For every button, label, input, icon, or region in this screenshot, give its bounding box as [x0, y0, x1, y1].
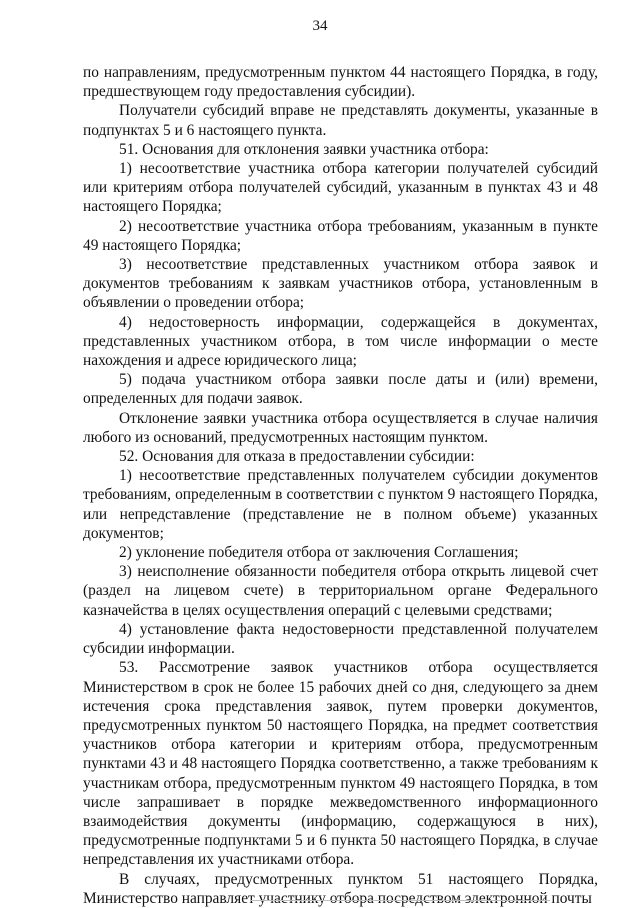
scan-edge-line [250, 900, 550, 901]
clause-51-item-4: 4) недостоверность информации, содержащейся в документах, представленных участником отбора, в том числе информации о месте нахождения и адресе юридического лица; [83, 313, 598, 370]
document-body [83, 63, 598, 908]
clause-52-heading: 52. Основания для отказа в предоставлении субсидии: [119, 448, 475, 466]
clause-51-item-5: 5) подача участником отбора заявки после даты и (или) времени, определенных для подачи заявок. [83, 371, 598, 408]
clause-52-item-4: 4) установление факта недостоверности представленной получателем субсидии информации. [83, 620, 598, 658]
clause-51-item-2: 2) несоответствие участника отбора требованиям, указанным в пункте 49 настоящего Порядка; [83, 217, 598, 254]
paragraph: Отклонение заявки участника отбора осуществляется в случае наличия любого из оснований, предусмотренных настоящим пунктом. [83, 409, 598, 446]
clause-52-item-2: 2) уклонение победителя отбора от заключения Соглашения; [119, 544, 519, 562]
paragraph: Получатели субсидий вправе не представлять документы, указанные в подпунктах 5 и 6 настоящего пункта. [83, 102, 598, 139]
clause-51-item-1: 1) несоответствие участника отбора категории получателей субсидий или критериям отбора получателей субсидий, указанным в пунктах 43 и 48 настоящего Порядка; [83, 160, 598, 216]
clause-51-item-3: 3) несоответствие представленных участником отбора заявок и документов требованиям к заявкам участников отбора, установленным в объявлении о проведении отбора; [83, 256, 598, 312]
clause-53: 53. Рассмотрение заявок участников отбора осуществляется Министерством в срок не более 15 рабочих дней со дня, следующего за днем истечения срока представления заявок, путем проверки документов, предусмотренных пунктом 50 настоящего Порядка, на предмет соответствия участников отбора категории и критериям отбора, предусмотренным пунктами 43 и 48 настоящего Порядка соответственно, а также требованиям к участникам отбора, предусмотренным пунктом 49 настоящего Порядка, в том числе запрашивает в порядке межведомственного информационного взаимодействия документы (информацию, содержащуюся в них), предусмотренные подпунктами 5 и 6 пункта 50 настоящего Порядка, в случае непредставления их участниками отбора. [83, 659, 598, 869]
paragraph: В случаях, предусмотренных пунктом 51 настоящего Порядка, Министерство направляет участнику отбора посредством электронной почты [83, 870, 598, 907]
clause-52-item-3: 3) неисполнение обязанности победителя отбора открыть лицевой счет (раздел на лицевом счете) в территориальном органе Федерального казначейства в целях осуществления операций с целевыми средствами; [83, 563, 598, 619]
paragraph-continuation: по направлениям, предусмотренным пунктом 44 настоящего Порядка, в году, предшествующем году предоставления субсидии). [83, 64, 598, 101]
clause-51-heading: 51. Основания для отклонения заявки участника отбора: [119, 140, 489, 158]
page-number: 34 [312, 18, 328, 34]
clause-52-item-1: 1) несоответствие представленных получателем субсидии документов требованиям, определенным в соответствии с пунктом 9 настоящего Порядка, или непредставление (представление не в полном объеме) указанных документов; [83, 467, 598, 542]
